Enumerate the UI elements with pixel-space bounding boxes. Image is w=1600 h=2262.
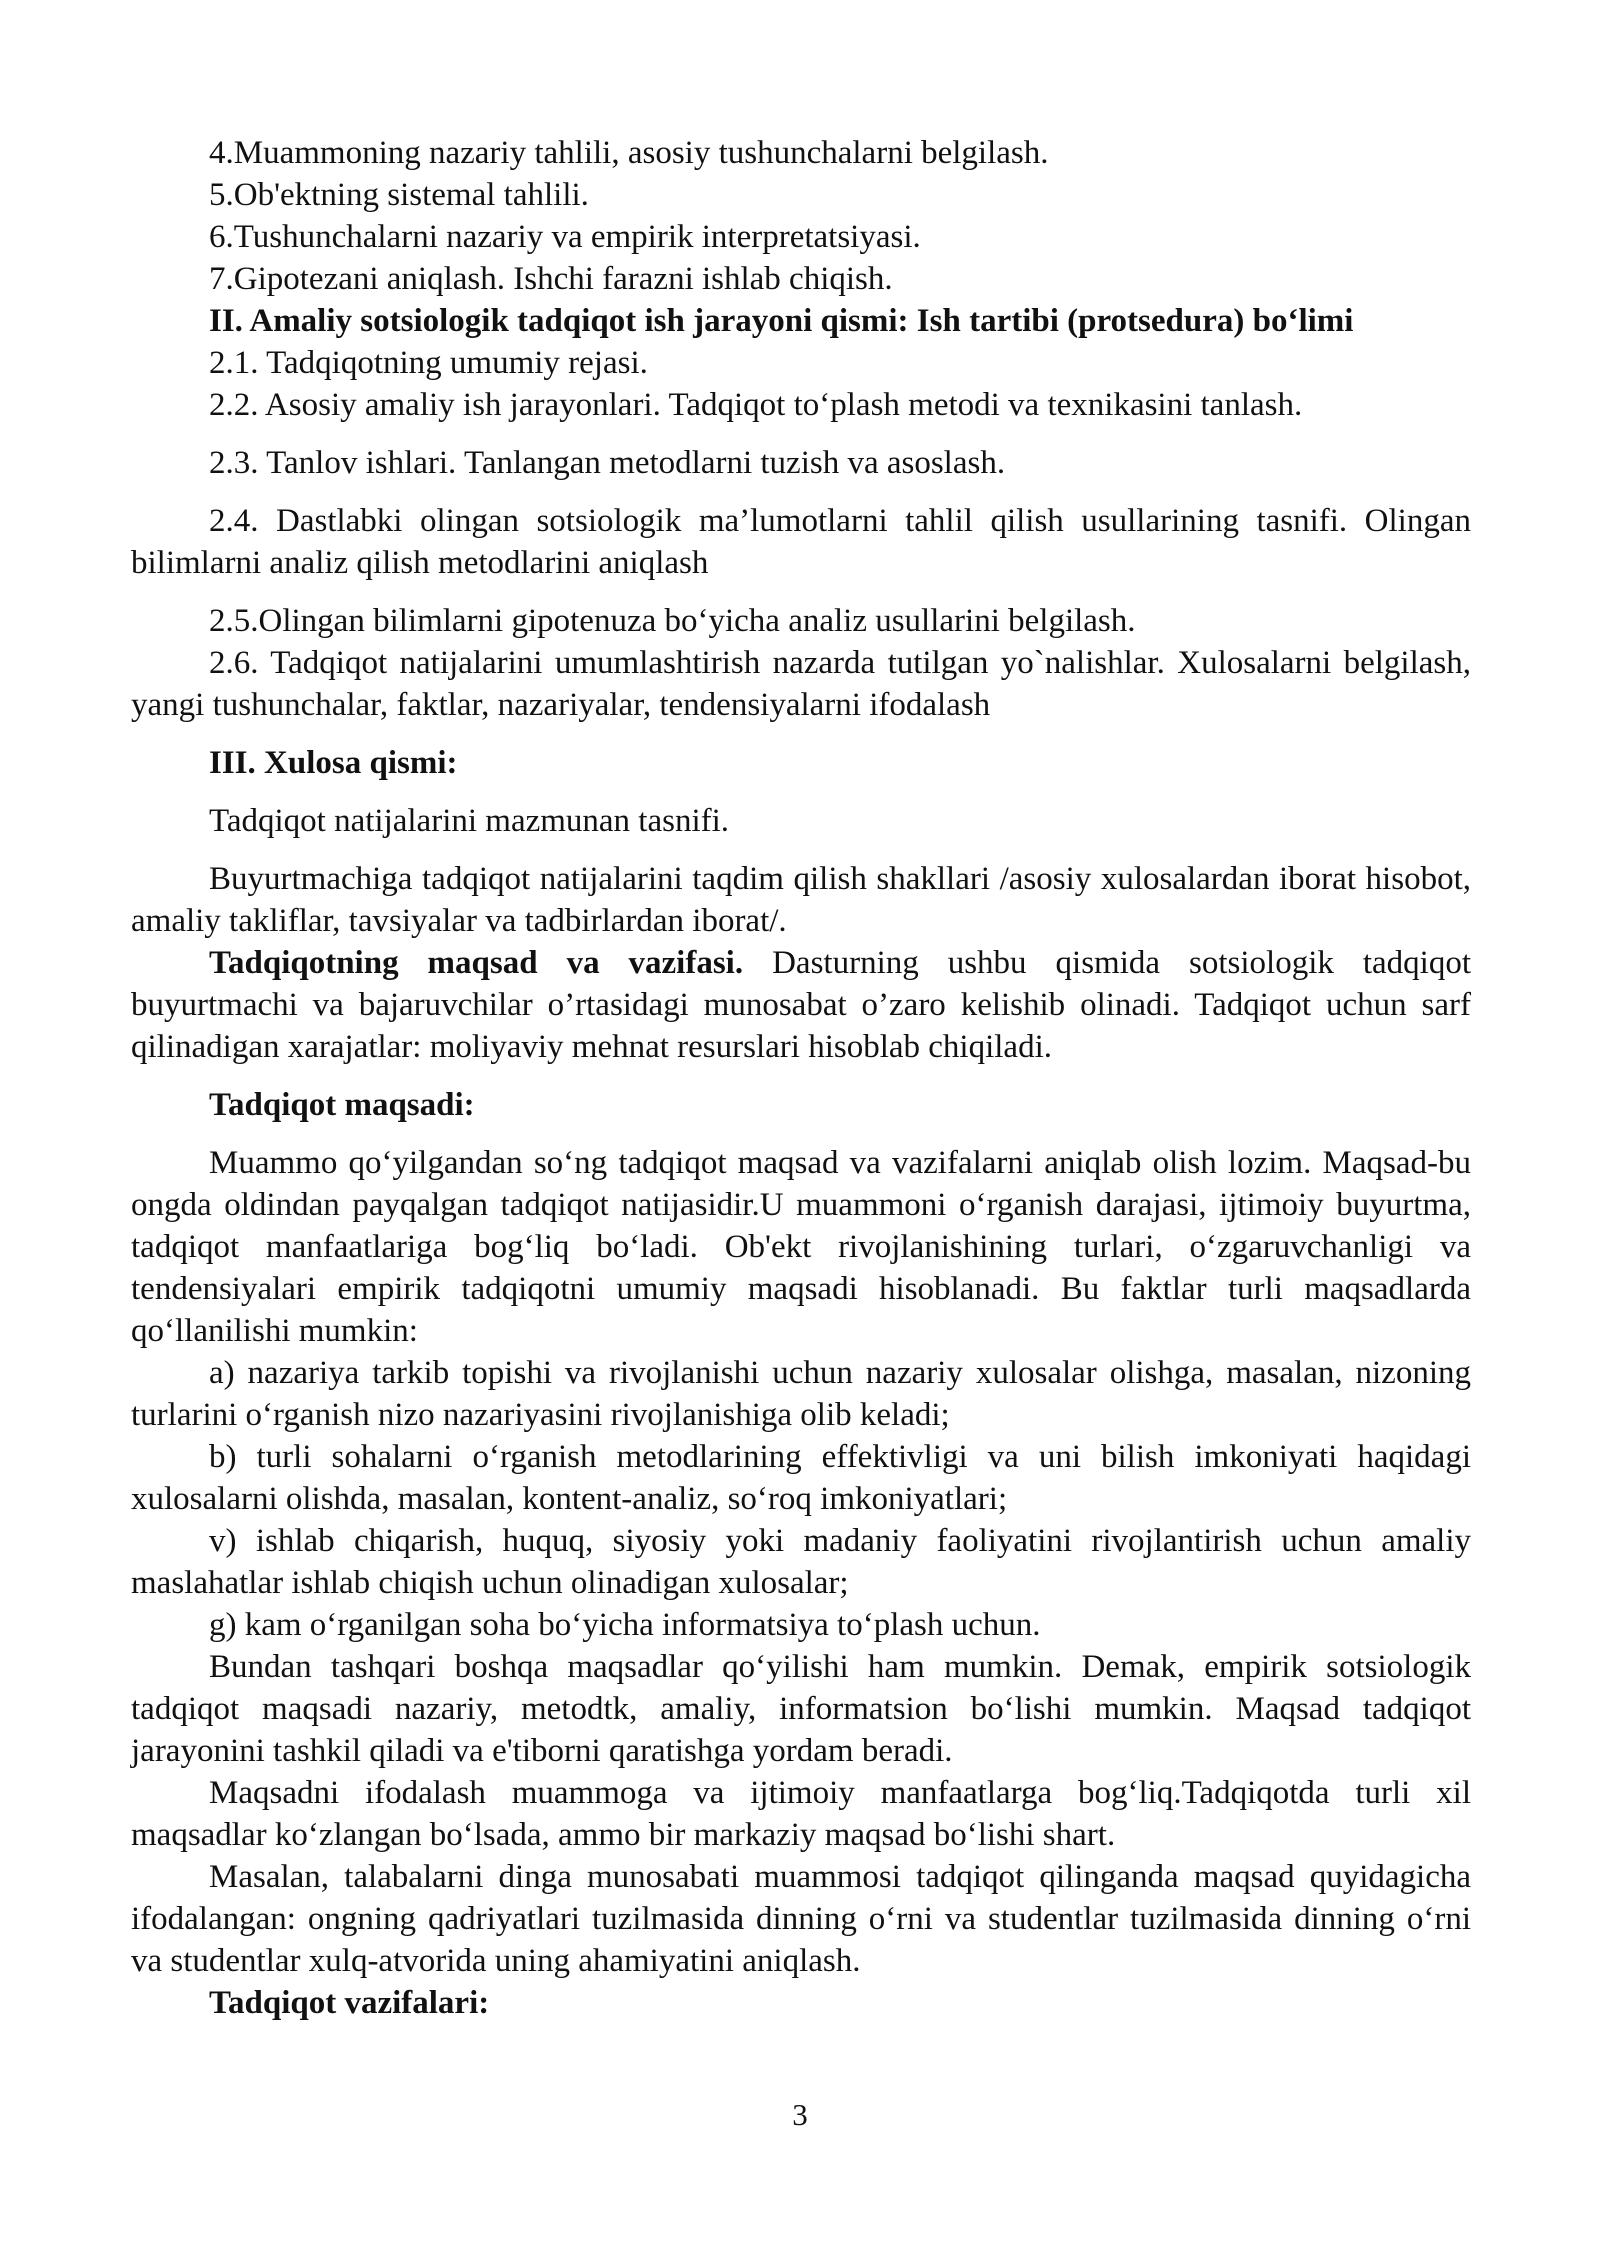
purpose-heading: Tadqiqotning maqsad va vazifasi. [209,945,744,981]
purpose-text: Dasturning ushbu qismida sotsiologik tadqiqot buyurtmachi va bajaruvchilar o’rtasidagi munosabat o’zaro kelishib olinadi. Tadqiqot uchun sarf qilinadigan xarajatlar: moliyaviy mehnat resurslari hisoblab chiqiladi. [131,945,1471,1065]
list-item: 2.2. Asosiy amaliy ish jarayonlari. Tadqiqot to‘plash metodi va texnikasini tanlash. [209,387,1303,423]
list-item: 7.Gipotezani aniqlash. Ishchi farazni ishlab chiqish. [209,261,893,297]
paragraph: Tadqiqot natijalarini mazmunan tasnifi. [209,803,730,839]
paragraph: Maqsadni ifodalash muammoga va ijtimoiy manfaatlarga bog‘liq.Tadqiqotda turli xil maqsadlar ko‘zlangan bo‘lsada, ammo bir markaziy maqsad bo‘lishi shart. [131,1775,1471,1853]
paragraph: Masalan, talabalarni dinga munosabati muammosi tadqiqot qilinganda maqsad quyidagicha ifodalangan: ongning qadriyatlari tuzilmasida dinning o‘rni va studentlar tuzilmasida dinning o‘rni va studentlar xulq-atvorida uning ahamiyatini aniqlash. [131,1859,1471,1979]
list-item: 6.Tushunchalarni nazariy va empirik interpretatsiyasi. [209,219,921,255]
list-item: 2.5.Olingan bilimlarni gipotenuza bo‘yicha analiz usullarini belgilash. [209,603,1136,639]
list-item: 2.6. Tadqiqot natijalarini umumlashtirish nazarda tutilgan yo`nalishlar. Xulosalarni belgilash, yangi tushunchalar, faktlar, nazariyalar, tendensiyalarni ifodalash [131,645,1471,723]
purpose-paragraph [131,942,1471,1068]
section3-heading: III. Xulosa qismi: [209,745,458,781]
list-item: 2.1. Tadqiqotning umumiy rejasi. [209,345,648,381]
list-item: 2.4. Dastlabki olingan sotsiologik ma’lumotlarni tahlil qilish usullarining tasnifi. Olingan bilimlarni analiz qilish metodlarini aniqlash [131,503,1471,581]
document-body [131,132,1471,2024]
list-item: b) turli sohalarni o‘rganish metodlarining effektivligi va uni bilish imkoniyati haqidagi xulosalarni olishda, masalan, kontent-analiz, so‘roq imkoniyatlari; [131,1439,1471,1517]
list-item: g) kam o‘rganilgan soha bo‘yicha informatsiya to‘plash uchun. [209,1607,1041,1643]
page-number: 3 [792,2097,808,2132]
list-item: 2.3. Tanlov ishlari. Tanlangan metodlarni tuzish va asoslash. [209,445,1006,481]
paragraph: Muammo qo‘yilgandan so‘ng tadqiqot maqsad va vazifalarni aniqlab olish lozim. Maqsad-bu ongda oldindan payqalgan tadqiqot natijasidir.U muammoni o‘rganish darajasi, ijtimoiy buyurtma, tadqiqot manfaatlariga bog‘liq bo‘ladi. Ob'ekt rivojlanishining turlari, o‘zgaruvchanligi va tendensiyalari empirik tadqiqotni umumiy maqsadi hisoblanadi. Bu faktlar turli maqsadlarda qo‘llanilishi mumkin: [131,1145,1471,1349]
section-heading [131,1084,1471,1126]
paragraph: Buyurtmachiga tadqiqot natijalarini taqdim qilish shakllari /asosiy xulosalardan iborat hisobot, amaliy takliflar, tavsiyalar va tadbirlardan iborat/. [131,861,1471,939]
list-item: a) nazariya tarkib topishi va rivojlanishi uchun nazariy xulosalar olishga, masalan, nizoning turlarini o‘rganish nizo nazariyasini rivojlanishiga olib keladi; [131,1355,1471,1433]
list-item: v) ishlab chiqarish, huquq, siyosiy yoki madaniy faoliyatini rivojlantirish uchun amaliy maslahatlar ishlab chiqish uchun olinadigan xulosalar; [131,1523,1471,1601]
list-item: 4.Muammoning nazariy tahlili, asosiy tushunchalarni belgilash. [209,135,1049,171]
list-item: 5.Ob'ektning sistemal tahlili. [209,177,589,213]
paragraph: Bundan tashqari boshqa maqsadlar qo‘yilishi ham mumkin. Demak, empirik sotsiologik tadqiqot maqsadi nazariy, metodtk, amaliy, informatsion bo‘lishi mumkin. Maqsad tadqiqot jarayonini tashkil qiladi va e'tiborni qaratishga yordam beradi. [131,1649,1471,1769]
goal-heading: Tadqiqot maqsadi: [209,1087,475,1123]
section-heading [131,1982,1471,2024]
section2-heading: II. Amaliy sotsiologik tadqiqot ish jarayoni qismi: Ish tartibi (protsedura) bo‘limi [209,303,1354,339]
tasks-heading: Tadqiqot vazifalari: [209,1985,490,2021]
section-heading [131,742,1471,784]
section-heading [131,300,1471,342]
